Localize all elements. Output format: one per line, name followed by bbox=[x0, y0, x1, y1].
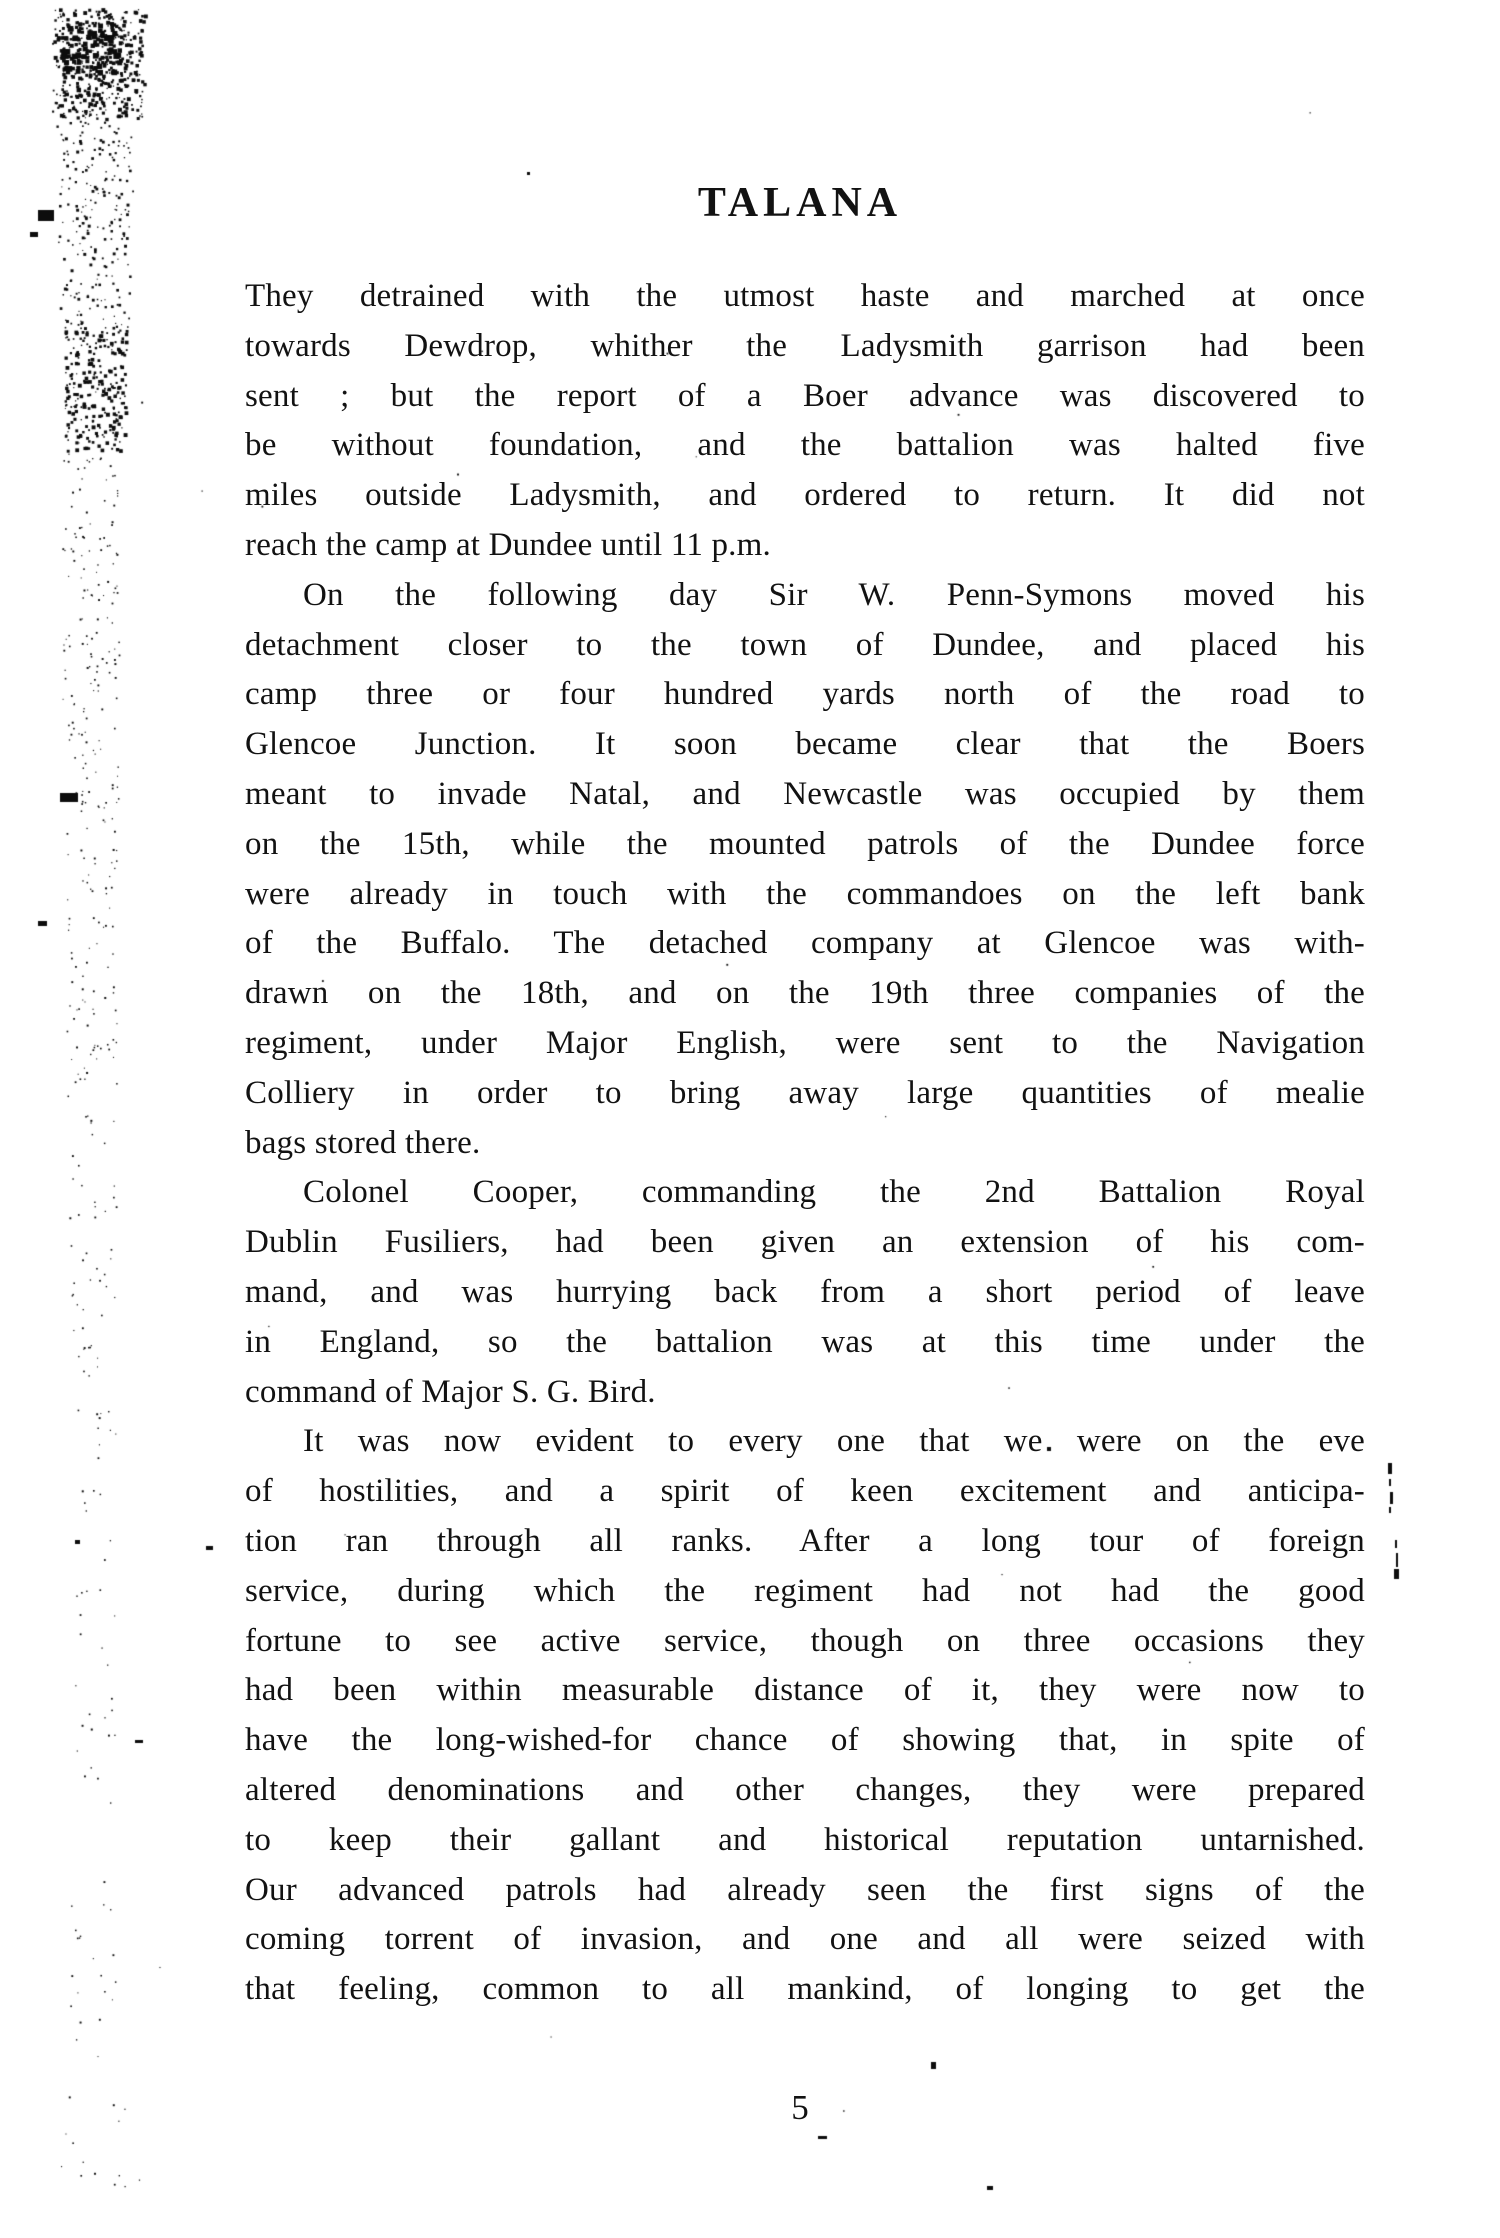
text-line: in England, so the battalion was at this time under the bbox=[245, 1323, 1365, 1360]
text-line: have the long-wished-for chance of showing that, in spite of bbox=[245, 1722, 1365, 1759]
text-line: were already in touch with the commandoes on the left bank bbox=[245, 875, 1365, 912]
text-line: sent ; but the report of a Boer advance was discovered to bbox=[245, 377, 1365, 414]
text-line: It was now evident to every one that we were on the eve bbox=[303, 1423, 1365, 1460]
text-line: camp three or four hundred yards north of the road to bbox=[245, 676, 1365, 713]
text-line: altered denominations and other changes, they were prepared bbox=[245, 1771, 1365, 1808]
text-line: of the Buffalo. The detached company at Glencoe was with- bbox=[245, 925, 1365, 962]
text-line: had been within measurable distance of it, they were now to bbox=[245, 1672, 1365, 1709]
text-line: regiment, under Major English, were sent to the Navigation bbox=[245, 1024, 1365, 1061]
text-line: Glencoe Junction. It soon became clear that the Boers bbox=[245, 726, 1365, 763]
text-line: towards Dewdrop, whither the Ladysmith garrison had been bbox=[245, 327, 1365, 364]
paragraph bbox=[245, 571, 1365, 1169]
text-line: of hostilities, and a spirit of keen excitement and anticipa- bbox=[245, 1473, 1365, 1510]
text-line: tion ran through all ranks. After a long tour of foreign bbox=[245, 1522, 1365, 1559]
text-line: Colliery in order to bring away large quantities of mealie bbox=[245, 1074, 1365, 1111]
text-line: fortune to see active service, though on three occasions they bbox=[245, 1622, 1365, 1659]
text-line: on the 15th, while the mounted patrols of the Dundee force bbox=[245, 825, 1365, 862]
text-line: On the following day Sir W. Penn-Symons moved his bbox=[303, 576, 1365, 613]
text-line: to keep their gallant and historical reputation untarnished. bbox=[245, 1821, 1365, 1858]
text-line: detachment closer to the town of Dundee, and placed his bbox=[245, 626, 1365, 663]
text-line: Colonel Cooper, commanding the 2nd Battalion Royal bbox=[303, 1174, 1365, 1211]
text-line: Our advanced patrols had already seen the first signs of the bbox=[245, 1871, 1365, 1908]
text-line: be without foundation, and the battalion was halted five bbox=[245, 427, 1365, 464]
chapter-title: TALANA bbox=[697, 180, 903, 226]
paragraph bbox=[245, 272, 1365, 571]
text-line: meant to invade Natal, and Newcastle was occupied by them bbox=[245, 775, 1365, 812]
text-line: command of Major S. G. Bird. bbox=[245, 1373, 656, 1410]
text-line: service, during which the regiment had not had the good bbox=[245, 1572, 1365, 1609]
text-line: that feeling, common to all mankind, of longing to get the bbox=[245, 1971, 1365, 2008]
paragraph bbox=[245, 1417, 1365, 2015]
text-line: reach the camp at Dundee until 11 p.m. bbox=[245, 526, 771, 563]
paragraph bbox=[245, 1168, 1365, 1417]
text-line: drawn on the 18th, and on the 19th three companies of the bbox=[245, 975, 1365, 1012]
text-line: bags stored there. bbox=[245, 1124, 481, 1161]
text-line: Dublin Fusiliers, had been given an extension of his com- bbox=[245, 1224, 1365, 1261]
page-number: 5 bbox=[791, 2088, 809, 2127]
text-line: miles outside Ladysmith, and ordered to return. It did not bbox=[245, 477, 1365, 514]
text-line: mand, and was hurrying back from a short period of leave bbox=[245, 1273, 1365, 1310]
text-line: coming torrent of invasion, and one and all were seized with bbox=[245, 1921, 1365, 1958]
text-line: They detrained with the utmost haste and marched at once bbox=[245, 278, 1365, 314]
text-block bbox=[245, 272, 1365, 2015]
